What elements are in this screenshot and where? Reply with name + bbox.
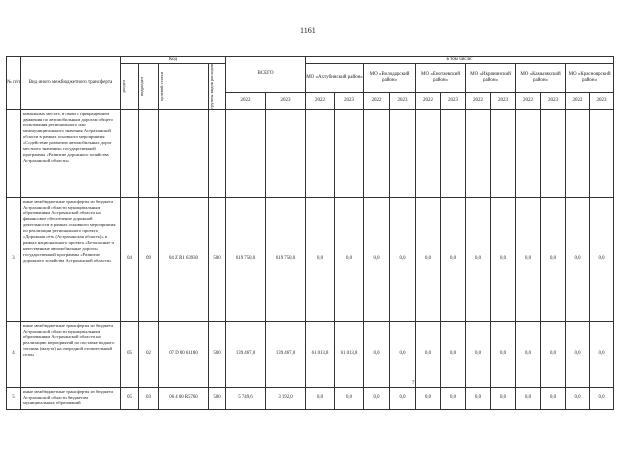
row-value — [416, 109, 441, 197]
row-value: 0,0 — [364, 387, 390, 409]
district-header: МО «Красноярский район» — [566, 64, 614, 93]
row-expense-group — [209, 109, 226, 197]
row-value: 619 750,0 — [226, 197, 266, 321]
district-header: МО «Ахтубинский район» — [306, 64, 364, 93]
year-header: 2023 — [491, 92, 516, 109]
row-value: 139 467,0 — [226, 321, 266, 387]
row-value: 0,0 — [566, 197, 590, 321]
code-razdel-header: раздел — [121, 80, 126, 93]
row-value: 0,0 — [491, 321, 516, 387]
row-value: 0,0 — [306, 387, 335, 409]
col-no-header: № п/п — [7, 57, 21, 110]
code-cs-header: целевой статьи — [159, 71, 164, 101]
row-value — [516, 109, 541, 197]
row-expense-group: 500 — [209, 321, 226, 387]
row-value — [226, 109, 266, 197]
row-podrazdel: 09 — [139, 197, 159, 321]
row-value: 0,0 — [466, 321, 491, 387]
row-value: 139 467,0 — [266, 321, 306, 387]
total-header: ВСЕГО — [226, 57, 306, 93]
row-value: 0,0 — [516, 197, 541, 321]
row-podrazdel: 03 — [139, 387, 159, 409]
row-target-article: 04 Z R1 63930 — [159, 197, 209, 321]
row-value: 0,0 — [364, 197, 390, 321]
year-header: 2022 — [566, 92, 590, 109]
district-header: МО «Камызякский район» — [516, 64, 566, 93]
row-value: 0,0 — [335, 387, 364, 409]
row-value — [390, 109, 416, 197]
row-description: иные межбюджетные трансферты из бюджета Астраханской области муниципальным образованиям Астраханской области на реализацию мероприятий по поставке водного топлива (мазута) на очередной отопительный сезон — [21, 321, 121, 387]
row-value: 0,0 — [541, 387, 566, 409]
row-target-article: 06 4 00 R5760 — [159, 387, 209, 409]
row-number: 4 — [7, 321, 21, 387]
row-value — [466, 109, 491, 197]
row-value: 0,0 — [441, 197, 466, 321]
row-value: 0,0 — [390, 197, 416, 321]
row-number: 5 — [7, 387, 21, 409]
year-header: 2023 — [390, 92, 416, 109]
row-value — [491, 109, 516, 197]
table-row — [7, 197, 614, 321]
row-expense-group: 500 — [209, 197, 226, 321]
row-podrazdel: 02 — [139, 321, 159, 387]
row-value — [441, 109, 466, 197]
row-value: 3 192,0 — [266, 387, 306, 409]
row-podrazdel — [139, 109, 159, 197]
row-value: 0,0 — [416, 321, 441, 387]
year-header: 2022 — [516, 92, 541, 109]
code-podrazdel-header: подраздел — [139, 76, 144, 96]
row-value — [335, 109, 364, 197]
row-razdel: 05 — [121, 387, 139, 409]
page-number: 1161 — [300, 26, 316, 35]
row-value: 0,0 — [516, 387, 541, 409]
row-value: 0,0 — [566, 387, 590, 409]
year-header: 2022 — [306, 92, 335, 109]
incl-header: в том числе: — [306, 57, 614, 64]
year-header: 2023 — [590, 92, 614, 109]
row-value: 0,0 — [416, 197, 441, 321]
row-value — [590, 109, 614, 197]
row-value: 0,0 — [466, 387, 491, 409]
row-razdel: 04 — [121, 197, 139, 321]
table-row — [7, 387, 614, 409]
row-description: иные межбюджетные трансферты из бюджета Астраханской области бюджетам муниципальных образований — [21, 387, 121, 409]
row-value: 0,0 — [390, 321, 416, 387]
table-row — [7, 321, 614, 387]
row-number — [7, 109, 21, 197]
table-row — [7, 109, 614, 197]
col-name-header: Вид иного межбюджетного трансферта — [21, 57, 121, 110]
row-value: 0,0 — [590, 387, 614, 409]
year-header: 2023 — [441, 92, 466, 109]
margin-mark: 7 — [412, 381, 415, 386]
row-target-article: 07 D 00 61180 — [159, 321, 209, 387]
row-value — [566, 109, 590, 197]
row-value: 0,0 — [441, 387, 466, 409]
row-value: 0,0 — [441, 321, 466, 387]
year-header: 2022 — [364, 92, 390, 109]
row-value: 0,0 — [590, 321, 614, 387]
year-header: 2023 — [541, 92, 566, 109]
row-target-article — [159, 109, 209, 197]
row-value: 0,0 — [491, 387, 516, 409]
district-header: МО «Енотаевский район» — [416, 64, 466, 93]
year-header: 2023 — [266, 92, 306, 109]
code-gvr-header: группы видов расходов — [209, 64, 214, 109]
year-header: 2022 — [226, 92, 266, 109]
row-value: 0,0 — [590, 197, 614, 321]
code-group-header: Код — [121, 57, 226, 64]
row-razdel: 05 — [121, 321, 139, 387]
row-value — [541, 109, 566, 197]
row-value: 0,0 — [541, 197, 566, 321]
district-header: МО «Володарский район» — [364, 64, 416, 93]
row-value — [364, 109, 390, 197]
row-value: 0,0 — [491, 197, 516, 321]
row-value: 0,0 — [466, 197, 491, 321]
row-value: 619 750,0 — [266, 197, 306, 321]
row-value: 0,0 — [416, 387, 441, 409]
row-description: иные межбюджетные трансферты из бюджета Астраханской области муниципальным образованиям Астраханской области на финансовое обеспечение дорожной деятельности в рамках основного мероприятия по реализации регионального проекта «Дорожная сеть (Астраханская область)» в рамках национального проекта «Безопасные и качественные автомобильные дороги» государственной программы «Развитие дорожного хозяйства Астраханской области» — [21, 197, 121, 321]
row-number: 3 — [7, 197, 21, 321]
row-value: 0,0 — [541, 321, 566, 387]
year-header: 2022 — [466, 92, 491, 109]
row-value: 61 013,8 — [335, 321, 364, 387]
row-value — [306, 109, 335, 197]
row-expense-group: 500 — [209, 387, 226, 409]
row-value: 0,0 — [364, 321, 390, 387]
row-value: 0,0 — [566, 321, 590, 387]
row-value: 0,0 — [516, 321, 541, 387]
row-value: 0,0 — [390, 387, 416, 409]
row-description: нимальных местах, в связи с прекращением движения по автомобильным дорогам общего пользования регионального или межмуниципального значения Астраханской области в рамках основного мероприятия «Содействие развитию автомобильных дорог местного значения» государственной программы «Развитие дорожного хозяйства Астраханской области» — [21, 109, 121, 197]
row-value — [266, 109, 306, 197]
district-header: МО «Икрянинский район» — [466, 64, 516, 93]
year-header: 2022 — [416, 92, 441, 109]
row-value: 61 013,8 — [306, 321, 335, 387]
transfers-table — [6, 56, 614, 410]
row-razdel — [121, 109, 139, 197]
row-value: 5 749,6 — [226, 387, 266, 409]
year-header: 2023 — [335, 92, 364, 109]
row-value: 0,0 — [306, 197, 335, 321]
row-value: 0,0 — [335, 197, 364, 321]
